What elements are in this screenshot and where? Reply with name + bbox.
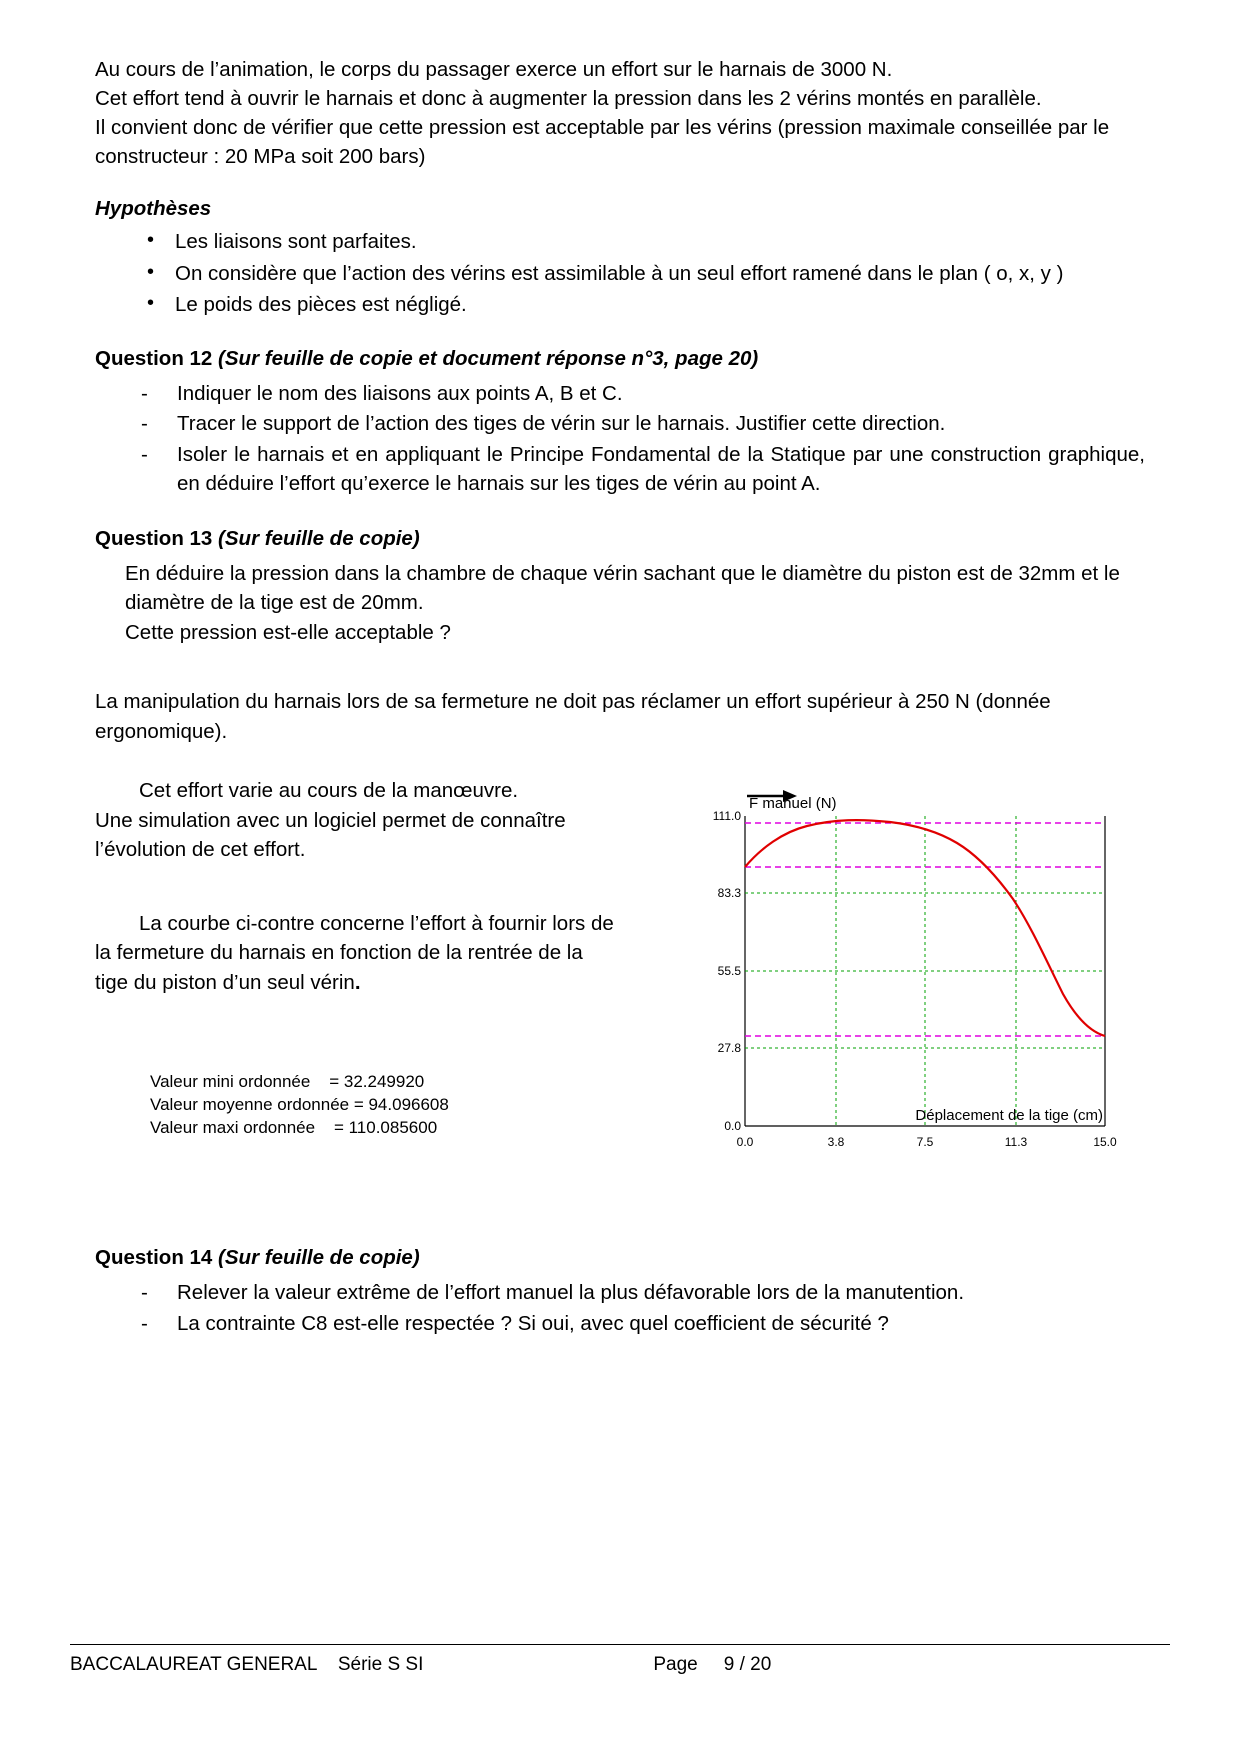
question-14-subtitle: (Sur feuille de copie) — [218, 1246, 420, 1270]
footer-page-number: 9 / 20 — [723, 1654, 772, 1675]
value-max: Valeur maxi ordonnée = 110.085600 — [150, 1118, 438, 1138]
xtick-1: 3.8 — [827, 1135, 845, 1150]
list-item: • On considère que l’action des vérins est assimilable à un seul effort ramené dans le plan ( o, x, y ) — [147, 259, 1145, 288]
hypotheses-title: Hypothèses — [95, 197, 212, 221]
question-12-label: Question 12 — [95, 346, 213, 370]
question-14-section — [95, 1246, 1145, 1338]
xtick-3: 11.3 — [1004, 1135, 1028, 1150]
list-item: - Tracer le support de l’action des tiges de vérin sur le harnais. Justifier cette direction. — [141, 409, 1145, 439]
page-footer — [70, 1644, 1170, 1676]
xtick-4: 15.0 — [1093, 1135, 1117, 1150]
left-col-paragraph-3 — [95, 909, 615, 998]
ytick-0: 0.0 — [724, 1119, 741, 1134]
spacer — [95, 647, 1145, 687]
intro-paragraphs — [95, 55, 1145, 171]
list-item: - Relever la valeur extrême de l’effort manuel la plus défavorable lors de la manutention. — [141, 1278, 1145, 1308]
list-item: • Les liaisons sont parfaites. — [147, 227, 1145, 256]
manipulation-line-1: La manipulation du harnais lors de sa fermeture ne doit pas réclamer un effort supérieur à 250 N (donnée ergonomique). — [95, 690, 1051, 743]
value-min: Valeur mini ordonnée = 32.249920 — [150, 1071, 425, 1091]
chart-ylabel: F manuel (N) — [749, 795, 837, 813]
ytick-1: 27.8 — [717, 1041, 741, 1056]
intro-line-1: Au cours de l’animation, le corps du passager exerce un effort sur le harnais de 3000 N. — [95, 58, 893, 81]
statistics-values — [150, 1070, 615, 1140]
left-col-paragraph-3-text: La courbe ci-contre concerne l’effort à fournir lors de la fermeture du harnais en fonction de la rentrée de la tige du piston d’un seul vérin — [95, 911, 614, 994]
chart-axis-titles — [749, 795, 1103, 1124]
ytick-2: 55.5 — [717, 964, 741, 979]
question-14-list — [95, 1278, 1145, 1338]
question-12-subtitle: (Sur feuille de copie et document réponse n°3, page 20) — [218, 346, 759, 370]
question-12-list — [95, 379, 1145, 499]
effort-chart — [685, 786, 1155, 1186]
question-13-heading — [95, 527, 1145, 551]
chart-description-text — [95, 776, 615, 1139]
left-col-paragraph-2: Une simulation avec un logiciel permet de connaître l’évolution de cet effort. — [95, 808, 566, 862]
footer-page-label: Page — [653, 1654, 698, 1675]
intro-line-3: Il convient donc de vérifier que cette pression est acceptable par les vérins (pression maximale conseillée par le constructeur : 20 MPa soit 200 bars) — [95, 116, 1110, 169]
chart-xlabel: Déplacement de la tige (cm) — [915, 1107, 1103, 1125]
question-13-line-1: En déduire la pression dans la chambre de chaque vérin sachant que le diamètre du piston est de 32mm et le diamètre de la tige est de 20mm. — [125, 561, 1120, 615]
chart-svg — [685, 786, 1155, 1186]
manipulation-paragraph — [95, 687, 1145, 746]
question-14-label: Question 14 — [95, 1246, 213, 1270]
footer-exam-title: BACCALAUREAT GENERAL Série S SI — [70, 1654, 424, 1675]
hypotheses-list — [95, 227, 1145, 318]
ytick-4: 111.0 — [712, 809, 741, 824]
question-13-body — [125, 559, 1145, 648]
chart-and-text-section — [95, 776, 1145, 1196]
question-12-heading — [95, 347, 1145, 371]
list-item: - La contrainte C8 est-elle respectée ? Si oui, avec quel coefficient de sécurité ? — [141, 1309, 1145, 1339]
xtick-0: 0.0 — [736, 1135, 754, 1150]
question-13-label: Question 13 — [95, 526, 213, 550]
list-item: - Isoler le harnais et en appliquant le Principe Fondamental de la Statique par une construction graphique, en déduire l’effort qu’exerce le harnais sur les tiges de vérin au point A. — [141, 440, 1145, 499]
left-col-paragraph-1: Cet effort varie au cours de la manœuvre. — [139, 779, 519, 803]
list-item: • Le poids des pièces est négligé. — [147, 290, 1145, 319]
left-col-paragraph-3-period: . — [354, 970, 361, 994]
list-item: - Indiquer le nom des liaisons aux points A, B et C. — [141, 379, 1145, 409]
question-13-line-2: Cette pression est-elle acceptable ? — [125, 620, 451, 644]
xtick-2: 7.5 — [916, 1135, 934, 1150]
question-13-subtitle: (Sur feuille de copie) — [218, 526, 420, 550]
intro-line-2: Cet effort tend à ouvrir le harnais et donc à augmenter la pression dans les 2 vérins montés en parallèle. — [95, 87, 1042, 111]
ytick-3: 83.3 — [717, 886, 741, 901]
value-mean: Valeur moyenne ordonnée = 94.096608 — [150, 1094, 449, 1114]
question-14-heading — [95, 1246, 1145, 1270]
